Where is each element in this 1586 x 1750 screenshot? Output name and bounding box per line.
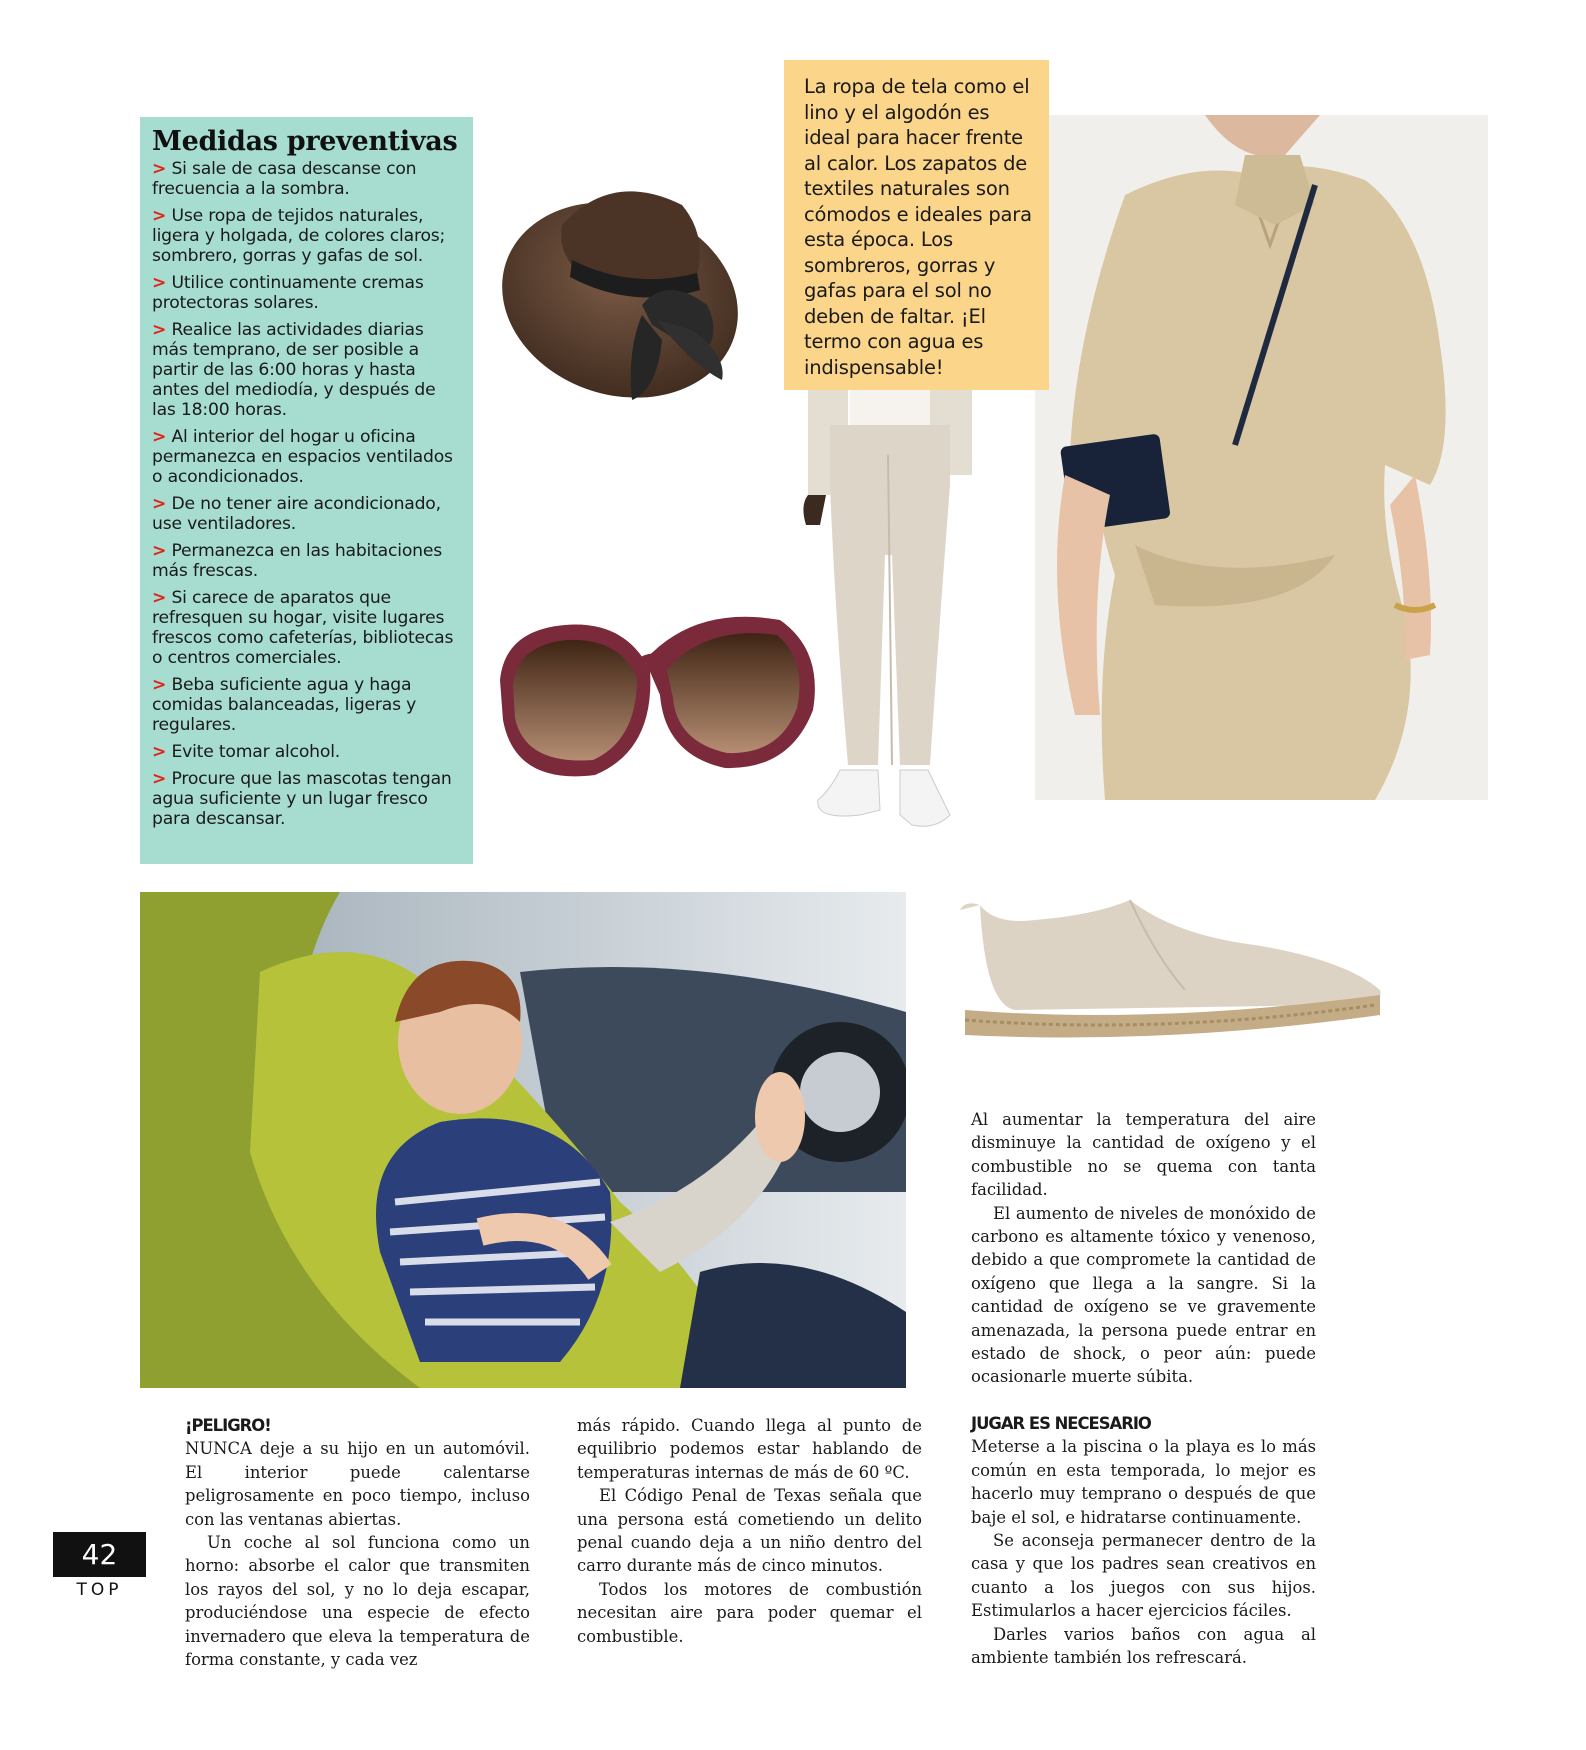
arrow-marker-icon: > <box>152 159 167 179</box>
arrow-marker-icon: > <box>152 494 167 514</box>
magazine-name: TOP <box>76 1580 123 1600</box>
article-column-2 <box>577 1414 922 1648</box>
preventive-item-text: Al interior del hogar u oficina permanezca en espacios ventilados o acondicionados. <box>152 427 453 487</box>
article-column-1 <box>185 1414 530 1671</box>
arrow-marker-icon: > <box>152 320 167 340</box>
arrow-marker-icon: > <box>152 541 167 561</box>
paragraph: Se aconseja permanecer dentro de la casa y que los padres sean creativos en cuanto a los juegos con sus hijos. Estimularlos a hacer ejercicios fáciles. <box>971 1530 1316 1621</box>
paragraph: más rápido. Cuando llega al punto de equilibrio podemos estar hablando de temperaturas internas de más de 60 ºC. <box>577 1416 922 1482</box>
arrow-marker-icon: > <box>152 769 167 789</box>
preventive-item <box>152 494 461 534</box>
preventive-item-text: De no tener aire acondicionado, use ventiladores. <box>152 494 441 534</box>
paragraph: Todos los motores de combustión necesitan aire para poder quemar el combustible. <box>577 1579 922 1646</box>
paragraph: Darles varios baños con agua al ambiente también los refrescará. <box>971 1624 1316 1667</box>
preventive-item-text: Use ropa de tejidos naturales, ligera y holgada, de colores claros; sombrero, gorras y gafas de sol. <box>152 206 446 266</box>
paragraph: Un coche al sol funciona como un horno: absorbe el calor que transmiten los rayos del sol, y no lo deja escapar, produciéndose una especie de efecto invernadero que eleva la temperatura de forma constante, y cada vez <box>185 1533 530 1670</box>
baby-car-seat-photo <box>140 892 906 1388</box>
article-column-3 <box>971 1108 1316 1669</box>
preventive-item-text: Si carece de aparatos que refresquen su hogar, visite lugares frescos como cafeterías, bibliotecas o centros comerciales. <box>152 588 454 668</box>
arrow-marker-icon: > <box>152 675 167 695</box>
linen-dress-woman <box>1035 115 1488 800</box>
paragraph: El aumento de niveles de monóxido de carbono es altamente tóxico y venenoso, debido a que compromete la cantidad de oxígeno que llega a la sangre. Si la cantidad de oxígeno se ve gravemente amenazada, la persona puede entrar en estado de shock, o peor aún: puede ocasionarle muerte súbita. <box>971 1203 1316 1387</box>
arrow-marker-icon: > <box>152 427 167 447</box>
preventive-measures-box <box>140 117 473 864</box>
hat-illustration <box>492 165 762 430</box>
section-heading-peligro: ¡PELIGRO! <box>185 1416 271 1435</box>
paragraph: NUNCA deje a su hijo en un automóvil. El interior puede calentarse peligrosamente en poco tiempo, incluso con las ventanas abiertas. <box>185 1439 530 1529</box>
preventive-item <box>152 427 461 487</box>
arrow-marker-icon: > <box>152 588 167 608</box>
preventive-item <box>152 206 461 266</box>
preventive-item <box>152 588 461 668</box>
preventive-item <box>152 742 461 762</box>
preventive-list <box>152 159 461 829</box>
preventive-item <box>152 320 461 420</box>
preventive-item <box>152 769 461 829</box>
clothing-tip-box: La ropa de tela como el lino y el algodón es ideal para hacer frente al calor. Los zapatos de textiles naturales son cómodos e ideales para esta época. Los sombreros, gorras y gafas para el sol no deben de faltar. ¡El termo con agua es indispensable! <box>784 60 1049 390</box>
arrow-marker-icon: > <box>152 273 167 293</box>
section-heading-jugar: JUGAR ES NECESARIO <box>971 1413 1151 1433</box>
preventive-item-text: Procure que las mascotas tengan agua suficiente y un lugar fresco para descansar. <box>152 769 452 829</box>
paragraph: El Código Penal de Texas señala que una persona está cometiendo un delito penal cuando deja a un niño dentro del carro durante más de cinco minutos. <box>577 1486 922 1576</box>
page-number: 42 <box>53 1532 146 1577</box>
preventive-item <box>152 541 461 581</box>
preventive-item-text: Permanezca en las habitaciones más frescas. <box>152 541 442 581</box>
preventive-item-text: Beba suficiente agua y haga comidas balanceadas, ligeras y regulares. <box>152 675 417 735</box>
preventive-item <box>152 675 461 735</box>
preventive-item <box>152 159 461 199</box>
espadrille-shoe <box>955 895 1385 1055</box>
preventive-title: Medidas preventivas <box>152 126 458 157</box>
preventive-item-text: Realice las actividades diarias más temprano, de ser posible a partir de las 6:00 horas y hasta antes del mediodía, y después de las 18:00 horas. <box>152 320 436 420</box>
paragraph: Al aumentar la temperatura del aire disminuye la cantidad de oxígeno y el combustible no se quema con tanta facilidad. <box>971 1110 1316 1200</box>
preventive-item <box>152 273 461 313</box>
preventive-item-text: Evite tomar alcohol. <box>171 742 341 762</box>
preventive-item-text: Utilice continuamente cremas protectoras solares. <box>152 273 424 313</box>
sunglasses-illustration <box>495 600 825 790</box>
arrow-marker-icon: > <box>152 742 167 762</box>
preventive-item-text: Si sale de casa descanse con frecuencia a la sombra. <box>152 159 417 199</box>
arrow-marker-icon: > <box>152 206 167 226</box>
linen-suit-man <box>800 385 980 860</box>
paragraph: Meterse a la piscina o la playa es lo más común en esta temporada, lo mejor es hacerlo muy temprano o después de que baje el sol, e hidratarse continuamente. <box>971 1437 1316 1527</box>
